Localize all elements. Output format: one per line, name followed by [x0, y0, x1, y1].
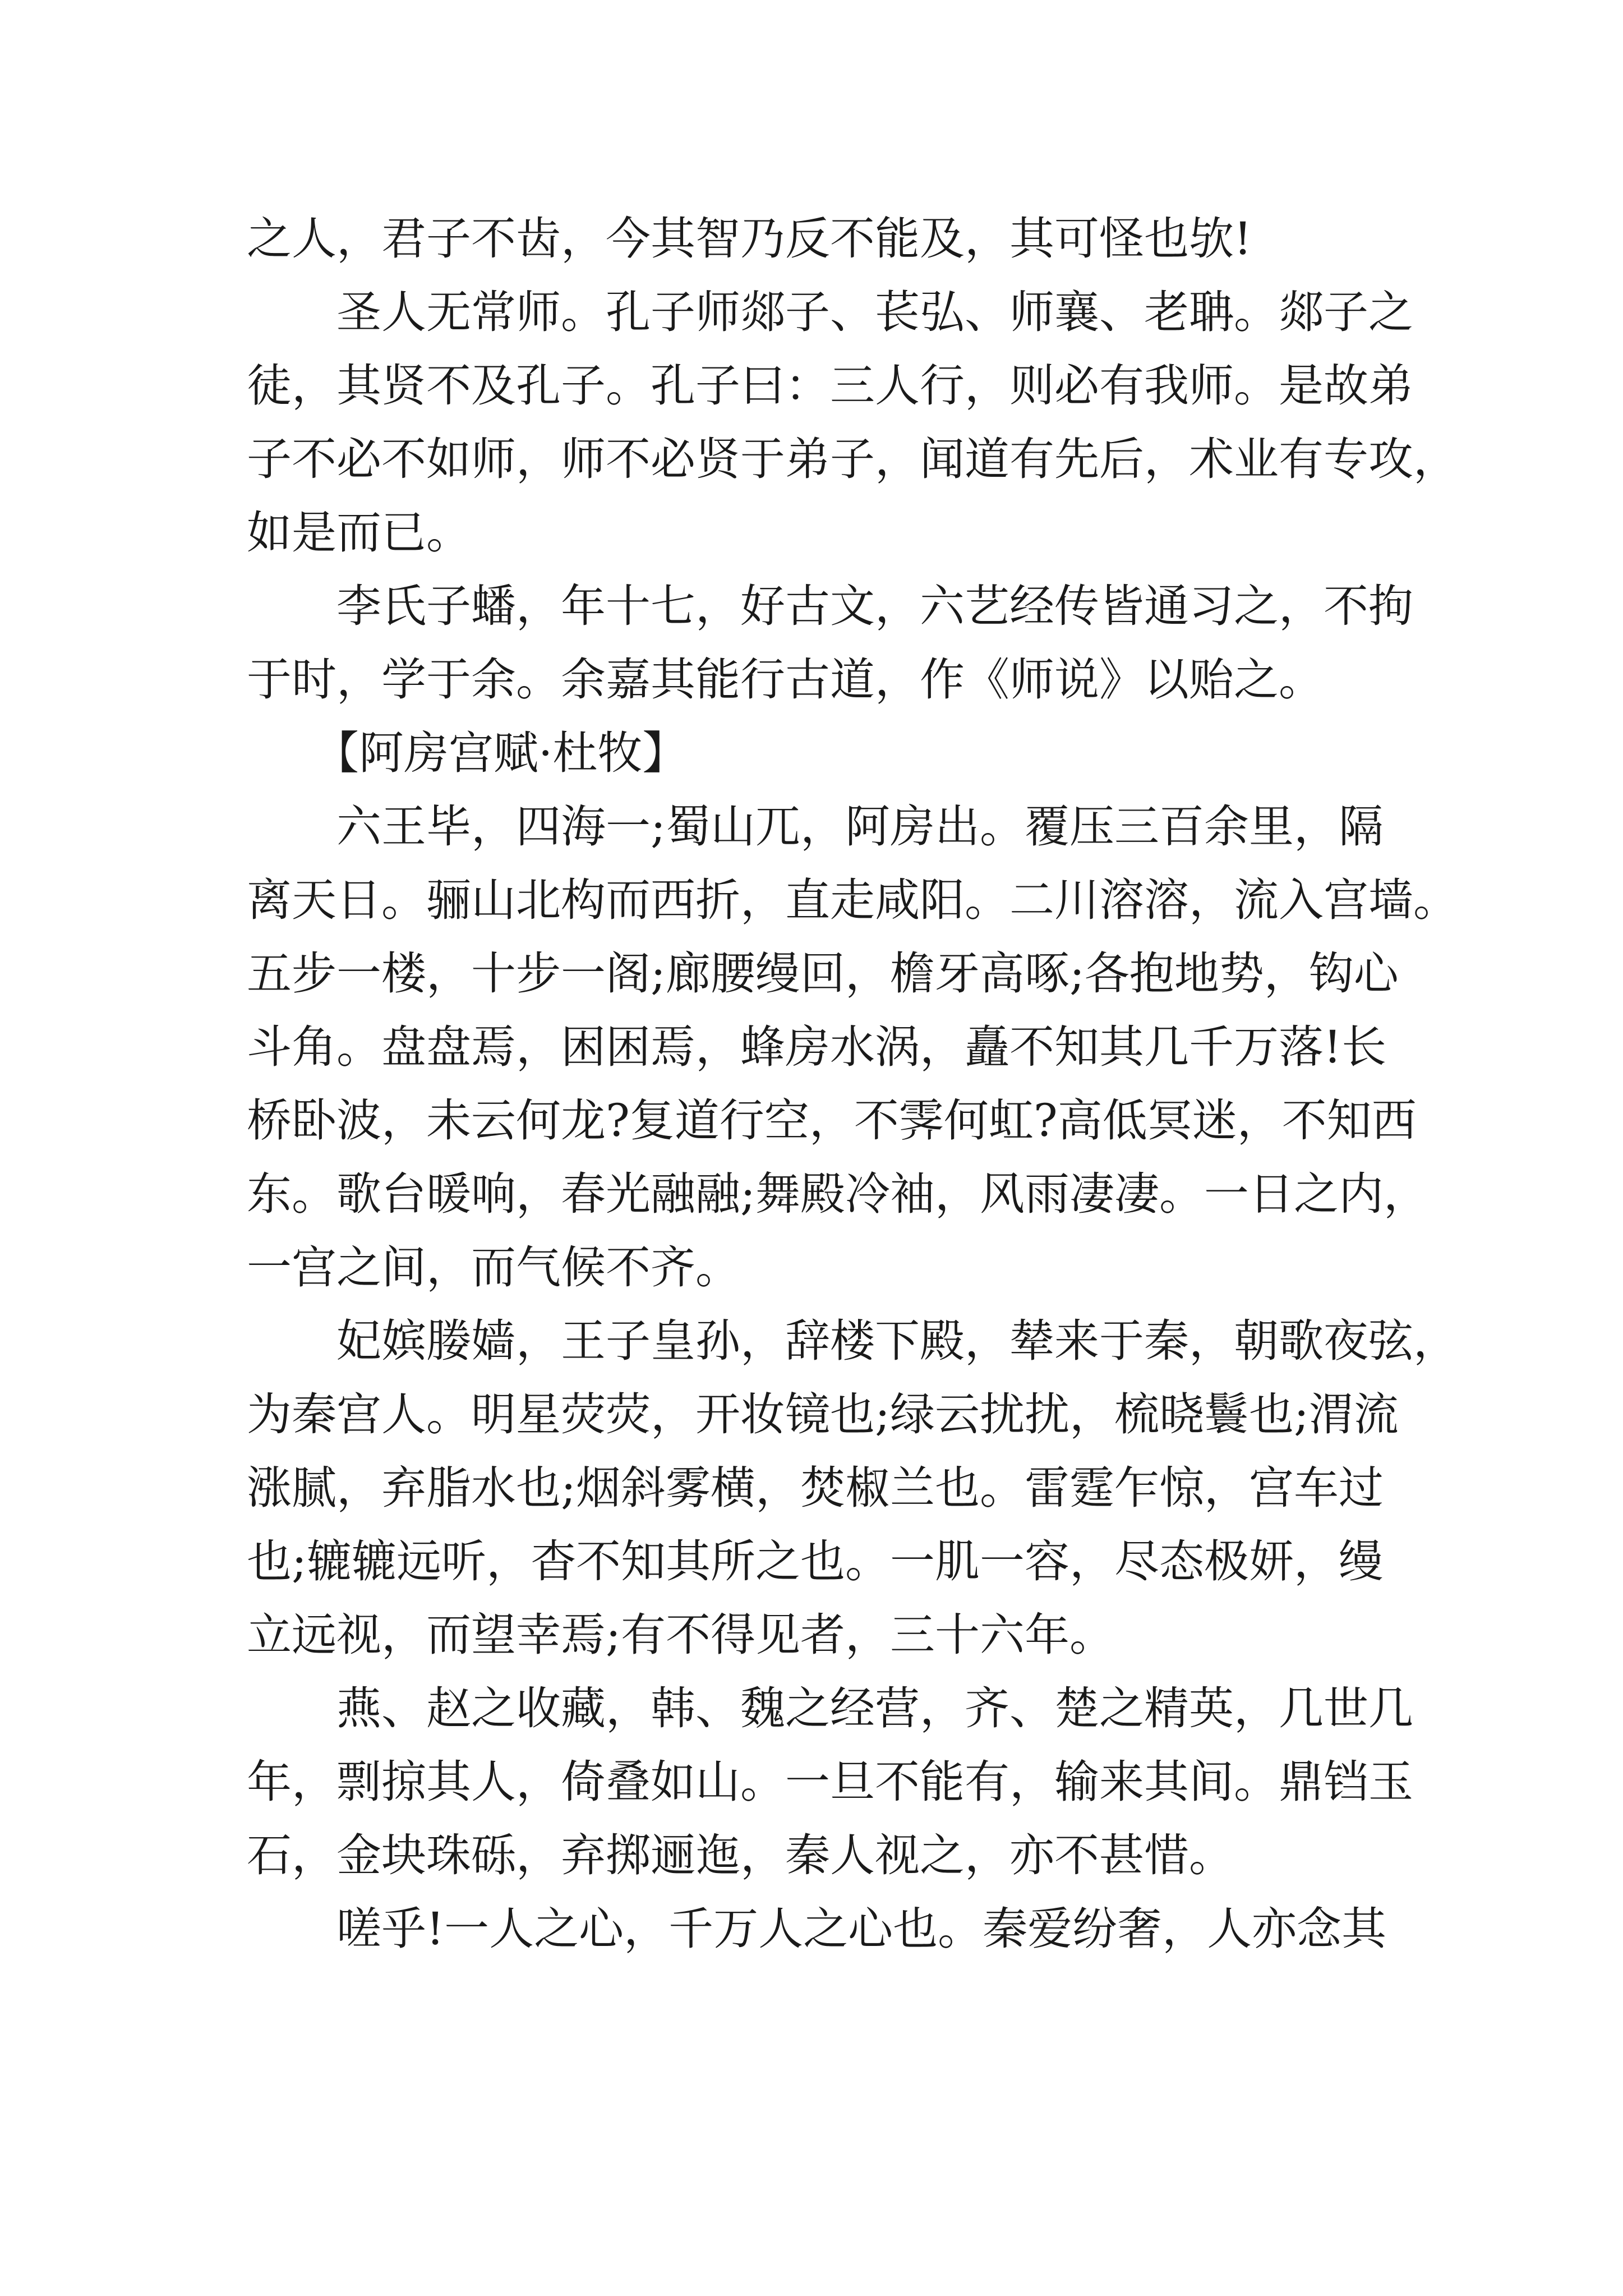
text-line: 也;辘辘远听，杳不知其所之也。一肌一容，尽态极妍，缦	[247, 1535, 1384, 1588]
text-line: 为秦宫人。明星荧荧，开妆镜也;绿云扰扰，梳晓鬟也;渭流	[247, 1388, 1399, 1441]
text-line: 子不必不如师，师不必贤于弟子，闻道有先后，术业有专攻，	[247, 433, 1458, 485]
text-line: 年，剽掠其人，倚叠如山。一旦不能有，输来其间。鼎铛玉	[247, 1756, 1413, 1808]
text-line: 五步一楼，十步一阁;廊腰缦回，檐牙高啄;各抱地势，钩心	[247, 947, 1399, 1000]
text-line: 涨腻，弃脂水也;烟斜雾横，焚椒兰也。雷霆乍惊，宫车过	[247, 1462, 1384, 1514]
text-line: 一宫之间，而气候不齐。	[247, 1241, 740, 1294]
text-line: 斗角。盘盘焉，困困焉，蜂房水涡，矗不知其几千万落!长	[247, 1021, 1387, 1073]
text-line: 李氏子蟠，年十七，好古文，六艺经传皆通习之，不拘	[247, 580, 1413, 632]
text-line: 东。歌台暖响，春光融融;舞殿冷袖，风雨凄凄。一日之内，	[247, 1168, 1428, 1220]
document-body	[247, 202, 1458, 1966]
section-heading: 【阿房宫赋·杜牧】	[247, 727, 688, 779]
text-line: 妃嫔媵嫱，王子皇孙，辞楼下殿，辇来于秦，朝歌夜弦，	[247, 1315, 1458, 1367]
text-line: 嗟乎!一人之心，千万人之心也。秦爱纷奢，人亦念其	[247, 1903, 1387, 1955]
text-line: 于时，学于余。余嘉其能行古道，作《师说》以贻之。	[247, 654, 1324, 706]
text-line: 桥卧波，未云何龙?复道行空，不霁何虹?高低冥迷，不知西	[247, 1094, 1417, 1147]
text-line: 燕、赵之收藏，韩、魏之经营，齐、楚之精英，几世几	[247, 1682, 1413, 1734]
text-line: 如是而已。	[247, 507, 471, 559]
text-line: 石，金块珠砾，弃掷逦迤，秦人视之，亦不甚惜。	[247, 1829, 1234, 1881]
text-line: 圣人无常师。孔子师郯子、苌弘、师襄、老聃。郯子之	[247, 286, 1413, 338]
text-line: 立远视，而望幸焉;有不得见者，三十六年。	[247, 1609, 1114, 1661]
text-line: 六王毕，四海一;蜀山兀，阿房出。覆压三百余里，隔	[247, 800, 1384, 853]
text-line: 离天日。骊山北构而西折，直走咸阳。二川溶溶，流入宫墙。	[247, 874, 1458, 926]
text-line: 徒，其贤不及孔子。孔子曰：三人行，则必有我师。是故弟	[247, 360, 1413, 412]
text-line: 之人，君子不齿，今其智乃反不能及，其可怪也欤!	[247, 213, 1252, 265]
